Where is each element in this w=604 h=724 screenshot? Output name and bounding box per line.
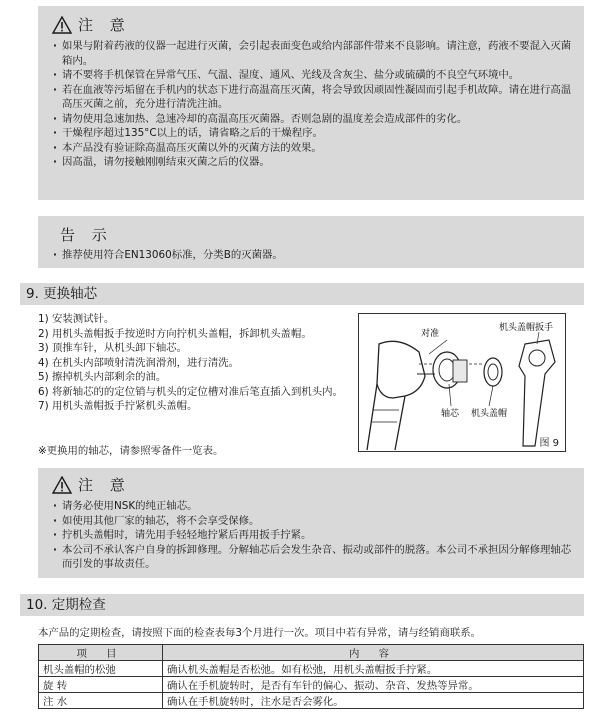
list-item: · 干燥程序超过135°C以上的话，请省略之后的干燥程序。 <box>52 126 574 141</box>
label-align: 对准 <box>421 329 440 339</box>
table-cell: 机头盖帽的松弛 <box>39 661 163 677</box>
list-item: · 推荐使用符合EN13060标准，分类B的灭菌器。 <box>52 248 574 263</box>
inspection-intro: 本产品的定期检查，请按照下面的检查表每3个月进行一次。项目中若有异常，请与经销商联系。 <box>38 627 482 639</box>
list-item: 5) 擦掉机头内部剩余的油。 <box>38 371 167 383</box>
table-cell: 确认在手机旋转时，是否有车针的偏心、振动、杂音、发热等异常。 <box>163 677 584 693</box>
list-item: · 如果与附着药液的仪器一起进行灭菌，会引起表面变色或给内部部件带来不良影响。请注意，药液不要混入灭菌箱内。 <box>52 39 574 68</box>
section-9-header: 9. 更换轴芯 <box>20 283 584 305</box>
list-item: 6) 将新轴芯的的定位销与机头的定位槽对准后笔直插入到机头内。 <box>38 385 343 398</box>
notice-box <box>38 216 584 268</box>
label-cap: 机头盖帽 <box>471 409 508 419</box>
list-item: 2) 用机头盖帽扳手按逆时方向拧机头盖帽，拆卸机头盖帽。 <box>38 327 312 340</box>
warning-icon <box>52 476 72 494</box>
table-row <box>39 661 584 677</box>
warning-icon <box>52 16 72 34</box>
figure-9 <box>358 313 566 452</box>
column-header: 项 目 <box>39 645 163 661</box>
list-item: · 拧机头盖帽时，请先用手轻轻地拧紧后再用扳手拧紧。 <box>52 528 574 543</box>
table-header-row <box>39 645 584 661</box>
caution-box-2 <box>38 468 584 578</box>
caution-list <box>52 39 574 170</box>
list-item: 1) 安装测试针。 <box>38 313 115 325</box>
list-item: · 本公司不承认客户自身的拆卸修理。分解轴芯后会发生杂音、振动或部件的脱落。本公司不承担因分解修理轴芯而引发的事故责任。 <box>52 543 574 572</box>
list-item: · 本产品没有验证除高温高压灭菌以外的灭菌方法的效果。 <box>52 141 574 156</box>
caution-box-1 <box>38 6 584 200</box>
table-cell: 注 水 <box>39 693 163 709</box>
list-item: · 因高温，请勿接触刚刚结束灭菌之后的仪器。 <box>52 155 574 170</box>
caution-list <box>52 499 574 572</box>
list-item: · 请勿使用急速加热、急速冷却的高温高压灭菌器。否则急剧的温度差会造成部件的劣化。 <box>52 112 574 127</box>
list-item: · 若在血液等污垢留在手机内的状态下进行高温高压灭菌，将会导致因顽固性凝固而引起手机故障。请在进行高温高压灭菌之前，充分进行清洗注油。 <box>52 83 574 112</box>
label-cartridge: 轴芯 <box>441 409 460 419</box>
list-item: · 请不要将手机保管在异常气压、气温、湿度、通风、光线及含灰尘、盐分或硫磺的不良空气环境中。 <box>52 68 574 83</box>
replacement-steps <box>38 312 350 414</box>
notice-title: 告 示 <box>60 226 113 244</box>
table-cell: 旋 转 <box>39 677 163 693</box>
list-item: · 如使用其他厂家的轴芯，将不会享受保修。 <box>52 514 574 529</box>
handpiece-diagram <box>359 314 565 451</box>
caution-title: 注 意 <box>78 16 131 34</box>
caution-heading <box>52 474 574 495</box>
notice-list <box>52 248 574 263</box>
label-wrench: 机头盖帽扳手 <box>499 323 554 333</box>
section-10-header: 10. 定期检查 <box>20 594 584 616</box>
list-item: 3) 顶推车针，从机头卸下轴芯。 <box>38 342 188 354</box>
caution-heading <box>52 14 574 35</box>
replacement-note: ※更换用的轴芯，请参照零备件一览表。 <box>38 445 224 457</box>
list-item: 7) 用机头盖帽扳手拧紧机头盖帽。 <box>38 400 198 412</box>
list-item: · 请务必使用NSK的纯正轴芯。 <box>52 499 574 514</box>
column-header: 内 容 <box>163 645 584 661</box>
figure-caption: 图 9 <box>539 438 559 449</box>
table-row <box>39 693 584 709</box>
table-cell: 确认在手机旋转时，注水是否会雾化。 <box>163 693 584 709</box>
table-cell: 确认机头盖帽是否松弛。如有松弛，用机头盖帽扳手拧紧。 <box>163 661 584 677</box>
table-row <box>39 677 584 693</box>
list-item: 4) 在机头内部喷射清洗润滑剂，进行清洗。 <box>38 356 239 369</box>
caution-title: 注 意 <box>78 476 131 494</box>
inspection-table <box>38 644 584 709</box>
